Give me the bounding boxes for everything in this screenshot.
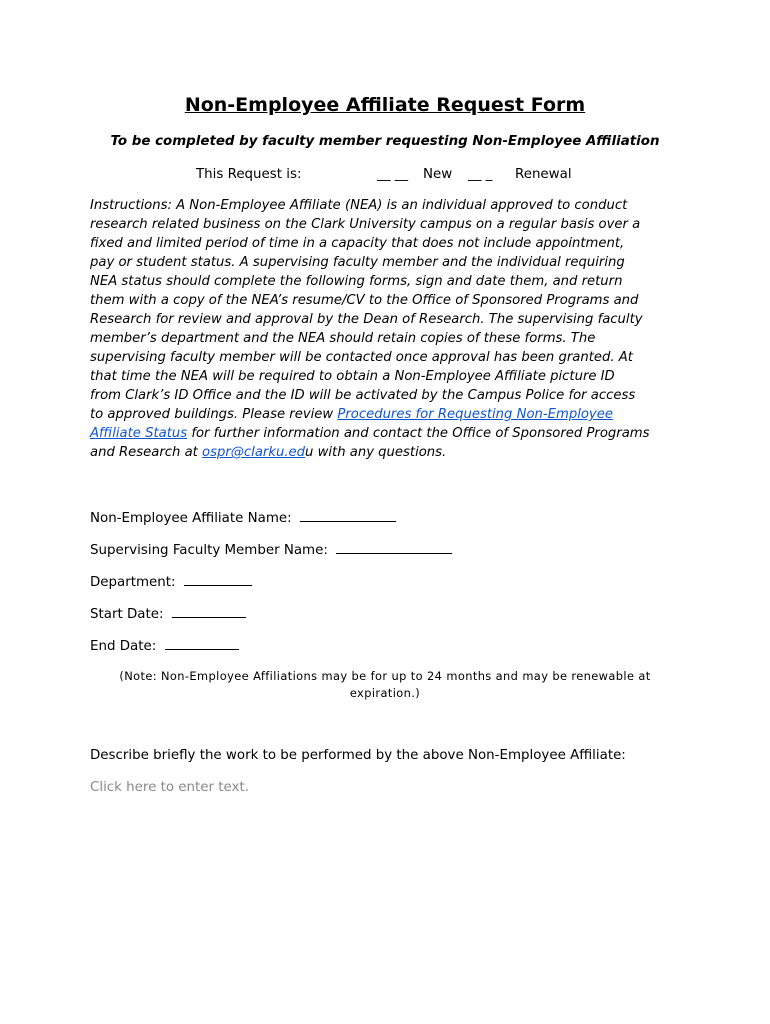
- form-title: Non-Employee Affiliate Request Form: [184, 94, 586, 116]
- instructions-line: [90, 424, 682, 443]
- instructions-line: from Clark’s ID Office and the ID will be activated by the Campus Police for access: [90, 388, 636, 403]
- instructions-text: u with any questions.: [305, 445, 447, 460]
- supervisor-name-label: Supervising Faculty Member Name:: [90, 543, 328, 558]
- instructions-line: Research for review and approval by the Dean of Research. The supervising faculty: [90, 312, 643, 327]
- instructions-line: research related business on the Clark University campus on a regular basis over a: [90, 217, 641, 232]
- instructions-line: fixed and limited period of time in a capacity that does not include appointment,: [90, 236, 625, 251]
- instructions-line: [90, 443, 682, 462]
- instructions-line: member’s department and the NEA should retain copies of these forms. The: [90, 331, 596, 346]
- duration-note: [0, 668, 770, 701]
- new-option-label: New: [423, 167, 453, 182]
- department-blank[interactable]: [184, 571, 252, 586]
- instructions-line: them with a copy of the NEA’s resume/CV to the Office of Sponsored Programs and: [90, 293, 639, 308]
- department-field: [90, 571, 252, 593]
- nea-name-blank[interactable]: [300, 507, 396, 522]
- renewal-checkbox-blank[interactable]: __ _: [468, 167, 493, 182]
- start-date-label: Start Date:: [90, 607, 164, 622]
- describe-work-input[interactable]: Click here to enter text.: [90, 780, 249, 795]
- supervisor-name-field: [90, 539, 452, 561]
- instructions-line: [90, 405, 682, 424]
- renewal-option-label: Renewal: [515, 167, 572, 182]
- form-subtitle: To be completed by faculty member requesting Non-Employee Affiliation: [110, 134, 660, 149]
- instructions-text: and Research at: [90, 445, 203, 460]
- procedures-link[interactable]: Procedures for Requesting Non-Employee: [337, 407, 613, 422]
- supervisor-name-blank[interactable]: [336, 539, 452, 554]
- instructions-paragraph: [90, 196, 682, 462]
- instructions-line: supervising faculty member will be contacted once approval has been granted. At: [90, 350, 633, 365]
- instructions-line: pay or student status. A supervising faculty member and the individual requiring: [90, 255, 625, 270]
- end-date-label: End Date:: [90, 639, 157, 654]
- nea-name-label: Non-Employee Affiliate Name:: [90, 511, 292, 526]
- request-type-label: This Request is:: [196, 167, 302, 182]
- end-date-blank[interactable]: [165, 635, 239, 650]
- new-checkbox-blank[interactable]: __ __: [377, 167, 409, 182]
- instructions-line: that time the NEA will be required to obtain a Non-Employee Affiliate picture ID: [90, 369, 615, 384]
- department-label: Department:: [90, 575, 176, 590]
- email-link[interactable]: ospr@clarku.ed: [202, 445, 306, 460]
- start-date-blank[interactable]: [172, 603, 246, 618]
- instructions-text: to approved buildings. Please review: [90, 407, 338, 422]
- describe-work-label: Describe briefly the work to be performed by the above Non-Employee Affiliate:: [90, 748, 626, 763]
- procedures-link-continued[interactable]: Affiliate Status: [90, 426, 188, 441]
- start-date-field: [90, 603, 246, 625]
- instructions-line: Instructions: A Non-Employee Affiliate (NEA) is an individual approved to conduct: [90, 198, 628, 213]
- end-date-field: [90, 635, 239, 657]
- note-line: (Note: Non-Employee Affiliations may be for up to 24 months and may be renewable at: [119, 669, 651, 683]
- instructions-line: NEA status should complete the following forms, sign and date them, and return: [90, 274, 623, 289]
- instructions-text: for further information and contact the Office of Sponsored Programs: [187, 426, 650, 441]
- nea-name-field: [90, 507, 396, 529]
- request-type-row: [0, 165, 770, 185]
- note-line: expiration.): [349, 685, 421, 700]
